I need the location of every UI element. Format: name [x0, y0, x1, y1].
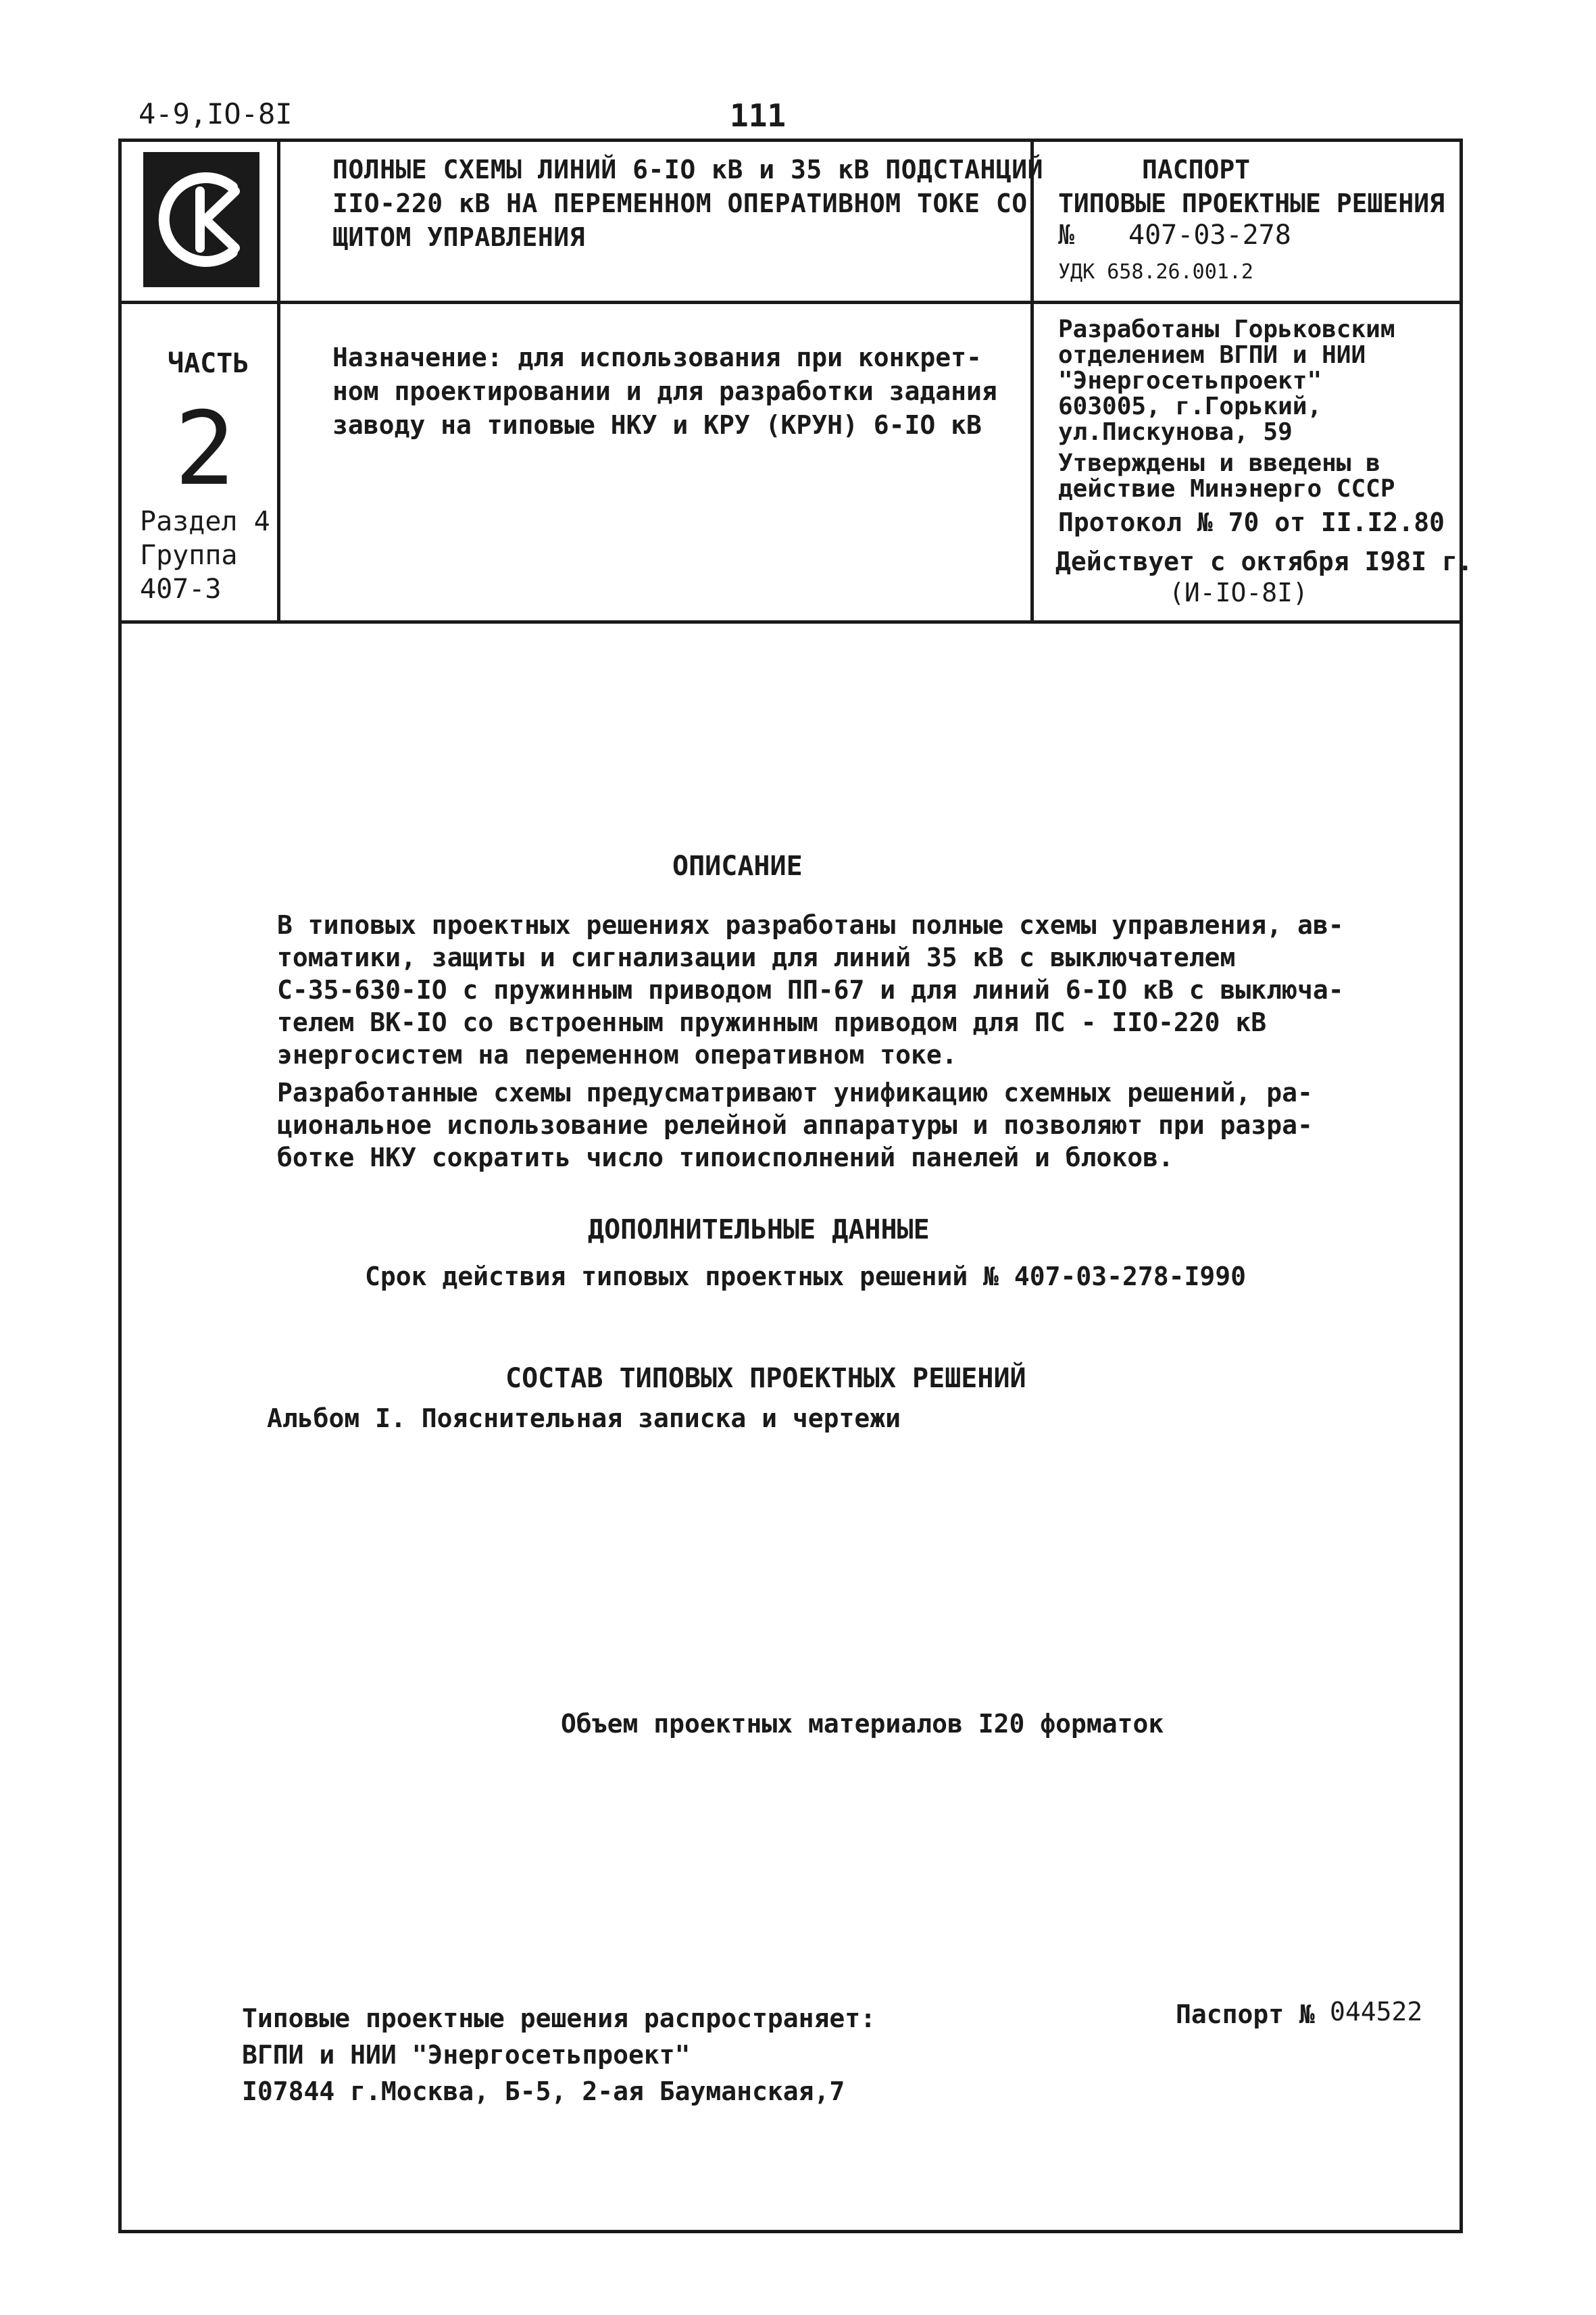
description-line-4: телем ВК-IO со встроенным пружинным приводом для ПС - IIO-220 кВ [277, 1007, 1267, 1037]
passport-footer-number: 044522 [1330, 1997, 1423, 2026]
title-line-1: ПОЛНЫЕ СХЕМЫ ЛИНИЙ 6-IO кВ и 35 кВ ПОДСТАНЦИЙ [332, 155, 1044, 184]
distributor-line-1: Типовые проектные решения распространяет: [242, 2003, 876, 2033]
developer-line-2: отделением ВГПИ и НИИ [1058, 341, 1366, 369]
developer-line-3: "Энергосетьпроект" [1058, 367, 1322, 395]
passport-footer-label: Паспорт № [1176, 1999, 1315, 2029]
distributor-line-3: I07844 г.Москва, Б-5, 2-ая Бауманская,7 [242, 2076, 845, 2106]
sk-logo [143, 152, 259, 287]
change-ref: (И-IO-8I) [1169, 578, 1308, 607]
description-line-2: томатики, защиты и сигнализации для линий 35 кВ с выключателем [277, 943, 1236, 972]
title-line-3: ЩИТОМ УПРАВЛЕНИЯ [332, 222, 586, 252]
effective-line: Действует с октября I98I г. [1055, 547, 1473, 576]
approved-line-1: Утверждены и введены в [1058, 449, 1380, 477]
section-label: Раздел 4 [140, 506, 270, 537]
developer-line-4: 603005, г.Горький, [1058, 393, 1322, 420]
purpose-line-2: ном проектировании и для разработки задания [332, 376, 997, 406]
volume-line: Объем проектных материалов I20 форматок [561, 1709, 1164, 1739]
page-number: 111 [730, 97, 787, 134]
description-line-3: С-35-630-IO с пружинным приводом ПП-67 и для линий 6-IO кВ с выключа- [277, 975, 1344, 1005]
distributor-line-2: ВГПИ и НИИ "Энергосетьпроект" [242, 2040, 691, 2070]
group-label: Группа [140, 540, 238, 571]
developer-line-1: Разработаны Горьковским [1058, 316, 1395, 343]
col-divider-right [1030, 139, 1034, 624]
description-line-7: циональное использование релейной аппаратуры и позволяют при разра- [277, 1110, 1313, 1140]
composition-heading: СОСТАВ ТИПОВЫХ ПРОЕКТНЫХ РЕШЕНИЙ [505, 1363, 1026, 1394]
title-line-2: IIO-220 кВ НА ПЕРЕМЕННОМ ОПЕРАТИВНОМ ТОКЕ СО [332, 189, 1028, 218]
album-line: Альбом I. Пояснительная записка и чертежи [267, 1403, 901, 1433]
description-heading: ОПИСАНИЕ [672, 851, 803, 882]
validity-line: Срок действия типовых проектных решений № 407-03-278-I990 [365, 1262, 1247, 1291]
developer-line-5: ул.Пискунова, 59 [1058, 418, 1293, 446]
col-divider-left [277, 139, 280, 624]
group-code: 407-3 [140, 574, 222, 605]
description-line-8: ботке НКУ сократить число типоисполнений панелей и блоков. [277, 1143, 1174, 1172]
protocol-line: Протокол № 70 от II.I2.80 [1058, 507, 1445, 537]
approved-line-2: действие Минэнерго СССР [1058, 475, 1395, 503]
document-code: 4-9,IO-8I [139, 97, 293, 130]
purpose-line-1: Назначение: для использования при конкрет- [332, 343, 982, 372]
passport-type: ТИПОВЫЕ ПРОЕКТНЫЕ РЕШЕНИЯ [1058, 189, 1445, 218]
passport-num-sign: № [1058, 220, 1075, 251]
additional-heading: ДОПОЛНИТЕЛЬНЫЕ ДАННЫЕ [588, 1214, 930, 1245]
description-line-1: В типовых проектных решениях разработаны полные схемы управления, ав- [277, 910, 1344, 940]
part-number: 2 [174, 391, 236, 508]
description-line-5: энергосистем на переменном оперативном токе. [277, 1040, 957, 1070]
header-bottom-rule [118, 301, 1463, 304]
udk-code: УДК 658.26.001.2 [1058, 260, 1253, 284]
passport-label: ПАСПОРТ [1142, 155, 1251, 184]
passport-number: 407-03-278 [1128, 220, 1291, 251]
info-bottom-rule [118, 620, 1463, 624]
description-line-6: Разработанные схемы предусматривают унификацию схемных решений, ра- [277, 1078, 1313, 1107]
part-label: ЧАСТЬ [168, 348, 249, 379]
purpose-line-3: заводу на типовые НКУ и КРУ (КРУН) 6-IO кВ [332, 410, 982, 440]
